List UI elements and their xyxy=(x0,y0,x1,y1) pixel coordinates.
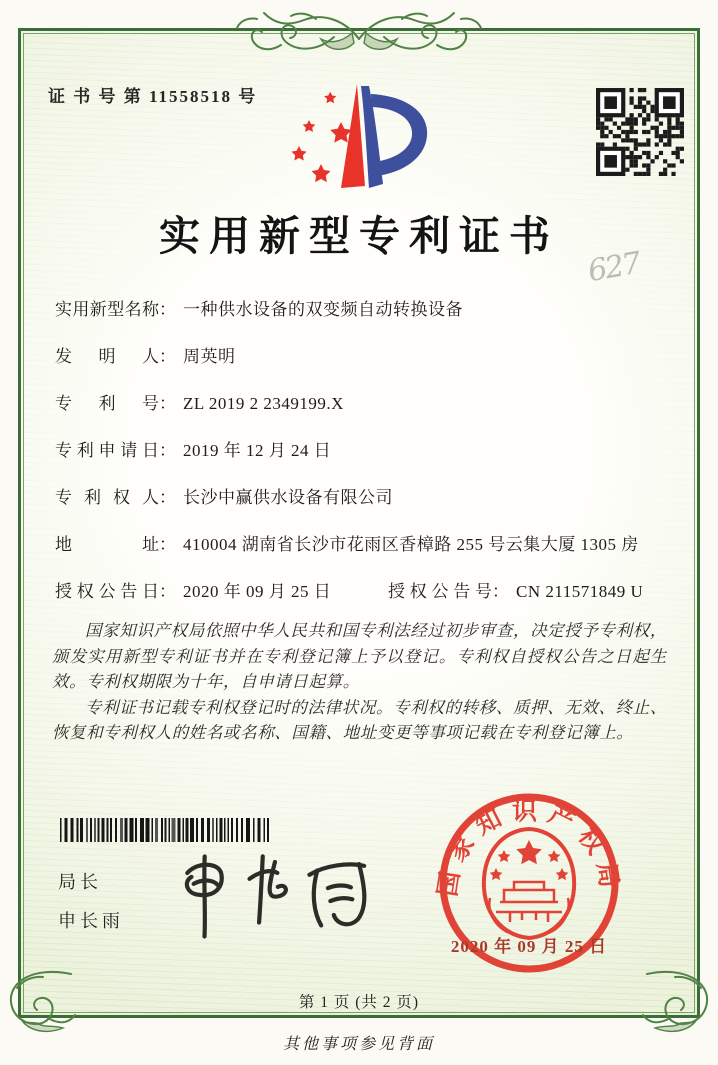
field-value: 一种供水设备的双变频自动转换设备 xyxy=(183,300,463,319)
legal-paragraph: 国家知识产权局依照中华人民共和国专利法经过初步审查，决定授予专利权，颁发实用新型专利证书并在专利登记簿上予以登记。专利权自授权公告之日起生效。专利权期限为十年，自申请日起算。 xyxy=(52,621,667,691)
field-value: 410004 湖南省长沙市花雨区香樟路 255 号云集大厦 1305 房 xyxy=(183,535,639,554)
corner-flourish-ornament-icon xyxy=(641,968,715,1038)
field-label: 实用新型名称 xyxy=(55,300,159,319)
issuer-name: 申长雨 xyxy=(58,911,124,931)
certificate-title: 实用新型专利证书 xyxy=(159,213,559,259)
cnipa-logo-icon xyxy=(283,80,435,195)
issuer-block xyxy=(58,868,124,933)
page-number: 第 1 页 (共 2 页) xyxy=(298,994,420,1011)
field-label: 专利申请日 xyxy=(55,441,159,460)
qr-code xyxy=(596,88,684,176)
field-label: 发明人 xyxy=(55,347,159,366)
grant-number: CN 211571849 U xyxy=(516,582,644,601)
field-label: 授权公告号 xyxy=(388,582,492,601)
field-value: 2019 年 12 月 24 日 xyxy=(183,441,332,460)
issuer-title: 局长 xyxy=(58,872,102,892)
field-row-name: 实用新型名称： 一种供水设备的双变频自动转换设备 xyxy=(55,296,670,323)
seal-org-text: 国家知识产权局 xyxy=(434,798,624,899)
field-label: 专利权人 xyxy=(55,488,159,507)
legal-paragraph: 专利证书记载专利权登记时的法律状况。专利权的转移、质押、无效、终止、恢复和专利权人的姓名或名称、国籍、地址变更等事项记载在专利登记簿上。 xyxy=(52,697,667,742)
commissioner-signature xyxy=(168,842,383,942)
back-side-note: 其他事项参见背面 xyxy=(282,1036,435,1053)
handwritten-annotation: 627 xyxy=(585,245,642,290)
field-value: 周英明 xyxy=(183,347,236,366)
certificate-fields xyxy=(55,296,670,625)
top-flourish-ornament-icon xyxy=(234,5,484,67)
field-value: ZL 2019 2 2349199.X xyxy=(183,394,344,413)
certificate-number: 证 书 号 第 11558518 号 xyxy=(48,87,258,106)
field-label: 地址 xyxy=(55,535,159,554)
legal-paragraphs xyxy=(52,618,667,746)
field-row-filing-date: 专利申请日： 2019 年 12 月 24 日 xyxy=(55,437,670,464)
seal-date: 2020 年 09 月 25 日 xyxy=(450,937,608,956)
barcode xyxy=(60,818,272,842)
field-label: 授权公告日 xyxy=(55,582,159,601)
field-row-patentee: 专利权人： 长沙中赢供水设备有限公司 xyxy=(55,484,670,511)
field-row-address: 地址： 410004 湖南省长沙市花雨区香樟路 255 号云集大厦 1305 房 xyxy=(55,531,670,558)
field-row-patent-no: 专利号： ZL 2019 2 2349199.X xyxy=(55,390,670,417)
field-label: 专利号 xyxy=(55,394,159,413)
corner-flourish-ornament-icon xyxy=(3,968,77,1038)
grant-date: 2020 年 09 月 25 日 xyxy=(183,582,332,601)
field-value: 长沙中赢供水设备有限公司 xyxy=(183,488,393,507)
field-row-inventor: 发明人： 周英明 xyxy=(55,343,670,370)
field-row-grant: 授权公告日： 2020 年 09 月 25 日 授权公告号： CN 211571849 U xyxy=(55,578,670,605)
